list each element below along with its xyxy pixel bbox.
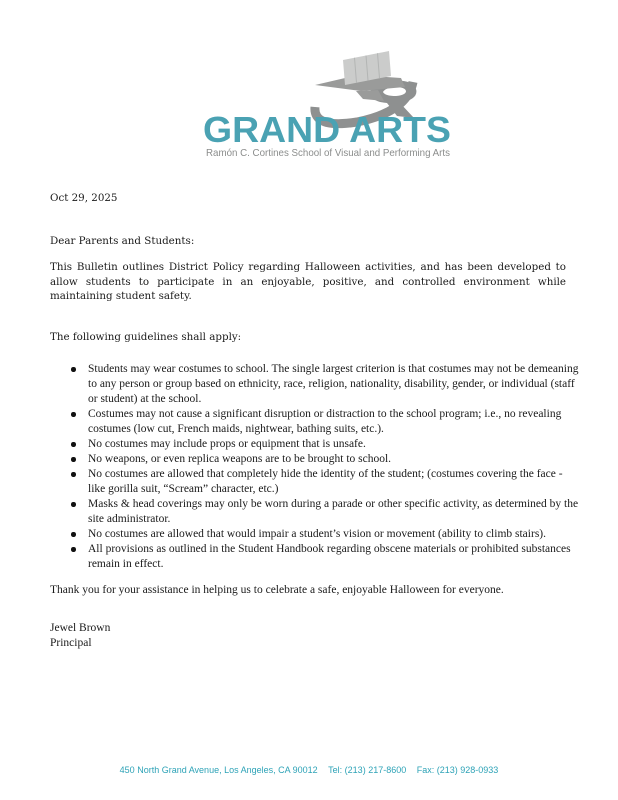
letterhead-footer xyxy=(0,765,618,775)
guideline-item: Costumes may not cause a significant disruption or distraction to the school program; i.e., no revealing costumes (low cut, French maids, nightwear, bathing suits, etc.). xyxy=(50,407,580,437)
letter-closing: Thank you for your assistance in helping us to celebrate a safe, enjoyable Halloween for everyone. xyxy=(50,584,504,596)
guideline-item: No costumes are allowed that completely hide the identity of the student; (costumes covering the face - like gorilla suit, “Scream” character, etc.) xyxy=(50,467,580,497)
footer-fax: Fax: (213) 928-0933 xyxy=(416,765,499,775)
footer-address: 450 North Grand Avenue, Los Angeles, CA 90012 xyxy=(119,765,318,775)
letter-date: Oct 29, 2025 xyxy=(50,192,118,204)
guideline-item: Students may wear costumes to school. The single largest criterion is that costumes may not be demeaning to any person or group based on ethnicity, race, religion, nationality, disability, gender, or individual (staff or student) at the school. xyxy=(50,362,580,407)
school-logo xyxy=(203,50,453,166)
logo-wordmark: GRAND ARTS xyxy=(203,109,451,150)
guideline-item: No costumes are allowed that would impair a student’s vision or movement (ability to climb stairs). xyxy=(50,527,580,542)
grand-arts-logo xyxy=(203,50,453,166)
signature-block xyxy=(50,621,110,651)
guidelines-list xyxy=(50,362,580,572)
guidelines-heading: The following guidelines shall apply: xyxy=(50,331,242,343)
signature-title: Principal xyxy=(50,637,92,649)
guideline-item: All provisions as outlined in the Student Handbook regarding obscene materials or prohibited substances remain in effect. xyxy=(50,542,580,572)
letter-salutation: Dear Parents and Students: xyxy=(50,235,195,247)
signature-name: Jewel Brown xyxy=(50,622,111,634)
guideline-item: No costumes may include props or equipment that is unsafe. xyxy=(50,437,580,452)
letter-intro-paragraph: This Bulletin outlines District Policy regarding Halloween activities, and has been developed to allow students to participate in an enjoyable, positive, and controlled environment while maintaining student safety. xyxy=(50,261,566,302)
logo-tagline: Ramón C. Cortines School of Visual and Performing Arts xyxy=(206,148,450,159)
guideline-item: Masks & head coverings may only be worn during a parade or other specific activity, as determined by the site administrator. xyxy=(50,497,580,527)
guideline-item: No weapons, or even replica weapons are to be brought to school. xyxy=(50,452,580,467)
footer-tel: Tel: (213) 217-8600 xyxy=(328,765,407,775)
